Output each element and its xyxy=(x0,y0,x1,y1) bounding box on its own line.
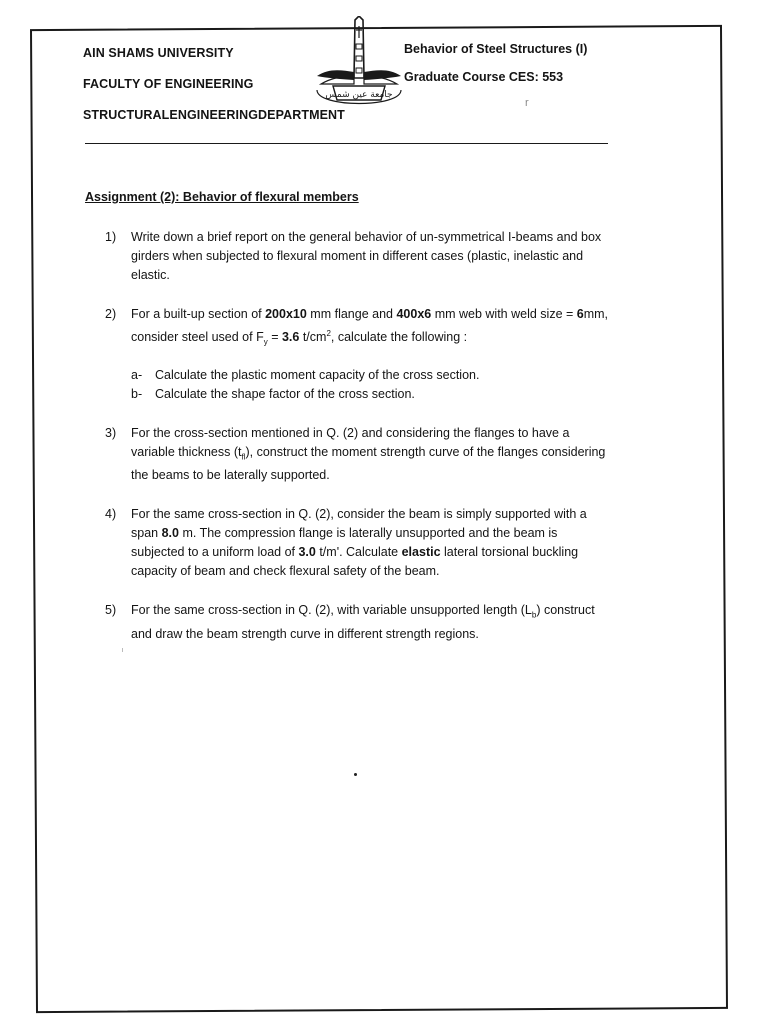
question-text: For a built-up section of 200x10 mm flange and 400x6 mm web with weld size = 6mm, consider steel used of $F_y = 3.6$ $t/cm^2$, calculate the following : xyxy=(131,307,609,347)
question-number: 1) xyxy=(105,230,117,244)
question-5 xyxy=(105,601,610,644)
question-number: 4) xyxy=(105,507,117,522)
svg-text:جامعة عين شمس: جامعة عين شمس xyxy=(325,90,393,100)
question-number: 3) xyxy=(105,425,117,440)
course-code: Graduate Course CES: 553 xyxy=(404,70,564,84)
question-3 xyxy=(105,424,610,486)
university-name: AIN SHAMS UNIVERSITY xyxy=(83,46,234,60)
course-title: Behavior of Steel Structures (I) xyxy=(404,42,588,56)
header-divider xyxy=(85,143,608,144)
question-text: For the same cross-section in Q. (2), consider the beam is simply supported with a span 8.0 m. The compression flange is laterally unsupported and the beam is subjected to a uniform load of 3.0 t/m'. Calculate elastic lateral torsional buckling capacity of beam and check flexural safety of the beam. xyxy=(131,507,587,579)
question-4 xyxy=(105,505,610,581)
header-right xyxy=(404,42,587,98)
stray-dot xyxy=(354,773,357,776)
stray-pen-mark: r xyxy=(525,97,529,109)
question-number: 2) xyxy=(105,307,117,321)
question-text: For the cross-section mentioned in Q. (2) and considering the flanges to have a variable thickness $(t_{fl})$, construct the moment strength curve of the flanges considering the beams to be laterally supported. xyxy=(131,425,606,483)
sub-question-b: b- Calculate the shape factor of the cross section. xyxy=(131,386,415,401)
header-left xyxy=(83,46,345,139)
assignment-title: Assignment (2): Behavior of flexural members xyxy=(85,190,359,204)
question-number: 5) xyxy=(105,603,117,618)
sub-question-a: a- Calculate the plastic moment capacity of the cross section. xyxy=(131,367,480,382)
stray-tick xyxy=(122,648,123,652)
question-1 xyxy=(105,228,610,285)
department-name: STRUCTURALENGINEERINGDEPARTMENT xyxy=(83,108,345,122)
question-text: Write down a brief report on the general behavior of un-symmetrical I-beams and box girders when subjected to flexural moment in different cases (plastic, inelastic and elastic. xyxy=(131,230,602,282)
university-logo xyxy=(311,16,407,114)
question-2 xyxy=(105,305,610,404)
question-list xyxy=(105,228,610,664)
faculty-name: FACULTY OF ENGINEERING xyxy=(83,77,254,91)
question-text: For the same cross-section in Q. (2), with variable unsupported length $(L_b)$ construct and draw the beam strength curve in different strength regions. xyxy=(131,603,595,641)
